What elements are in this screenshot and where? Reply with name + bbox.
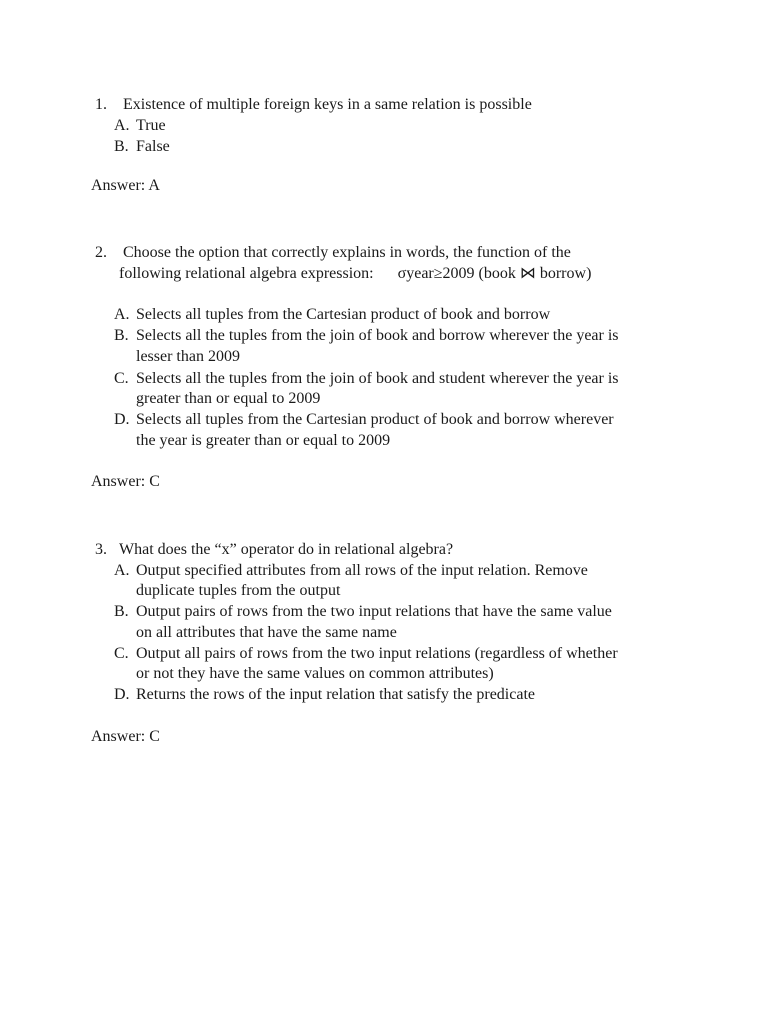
- option-text: or not they have the same values on common attributes): [136, 665, 494, 682]
- option-text: Selects all the tuples from the join of book and student wherever the year is: [136, 370, 619, 387]
- question-text: Existence of multiple foreign keys in a same relation is possible: [123, 96, 532, 113]
- question-number: 2.: [95, 244, 107, 261]
- answer-text: Answer: C: [91, 473, 160, 490]
- option-text: lesser than 2009: [136, 348, 240, 365]
- answer-text: Answer: C: [91, 728, 160, 745]
- option-text: greater than or equal to 2009: [136, 390, 321, 407]
- option-text: the year is greater than or equal to 2009: [136, 432, 391, 449]
- option-text: Selects all tuples from the Cartesian product of book and borrow wherever: [136, 411, 614, 428]
- question-number: 1.: [95, 96, 107, 113]
- option-text: Output all pairs of rows from the two input relations (regardless of whether: [136, 645, 618, 662]
- option-text: on all attributes that have the same name: [136, 624, 397, 641]
- question-text: following relational algebra expression: σyear≥2009 (book ⋈ borrow): [119, 265, 592, 282]
- question-number: 3.: [95, 541, 107, 558]
- option-text: False: [136, 138, 170, 155]
- option-letter: A.: [114, 306, 130, 323]
- option-text: Output pairs of rows from the two input relations that have the same value: [136, 603, 612, 620]
- option-text: duplicate tuples from the output: [136, 582, 341, 599]
- option-text: True: [136, 117, 166, 134]
- option-text: Selects all the tuples from the join of book and borrow wherever the year is: [136, 327, 619, 344]
- option-letter: A.: [114, 562, 130, 579]
- option-text: Selects all tuples from the Cartesian product of book and borrow: [136, 306, 551, 323]
- question-text: What does the “x” operator do in relational algebra?: [119, 541, 454, 558]
- option-letter: A.: [114, 117, 130, 134]
- option-letter: B.: [114, 138, 129, 155]
- option-letter: D.: [114, 686, 130, 703]
- option-letter: B.: [114, 603, 129, 620]
- option-text: Returns the rows of the input relation that satisfy the predicate: [136, 686, 535, 703]
- option-letter: B.: [114, 327, 129, 344]
- answer-text: Answer: A: [91, 177, 160, 194]
- option-letter: D.: [114, 411, 130, 428]
- question-text: Choose the option that correctly explains in words, the function of the: [123, 244, 571, 261]
- option-letter: C.: [114, 645, 129, 662]
- option-letter: C.: [114, 370, 129, 387]
- option-text: Output specified attributes from all rows of the input relation. Remove: [136, 562, 588, 579]
